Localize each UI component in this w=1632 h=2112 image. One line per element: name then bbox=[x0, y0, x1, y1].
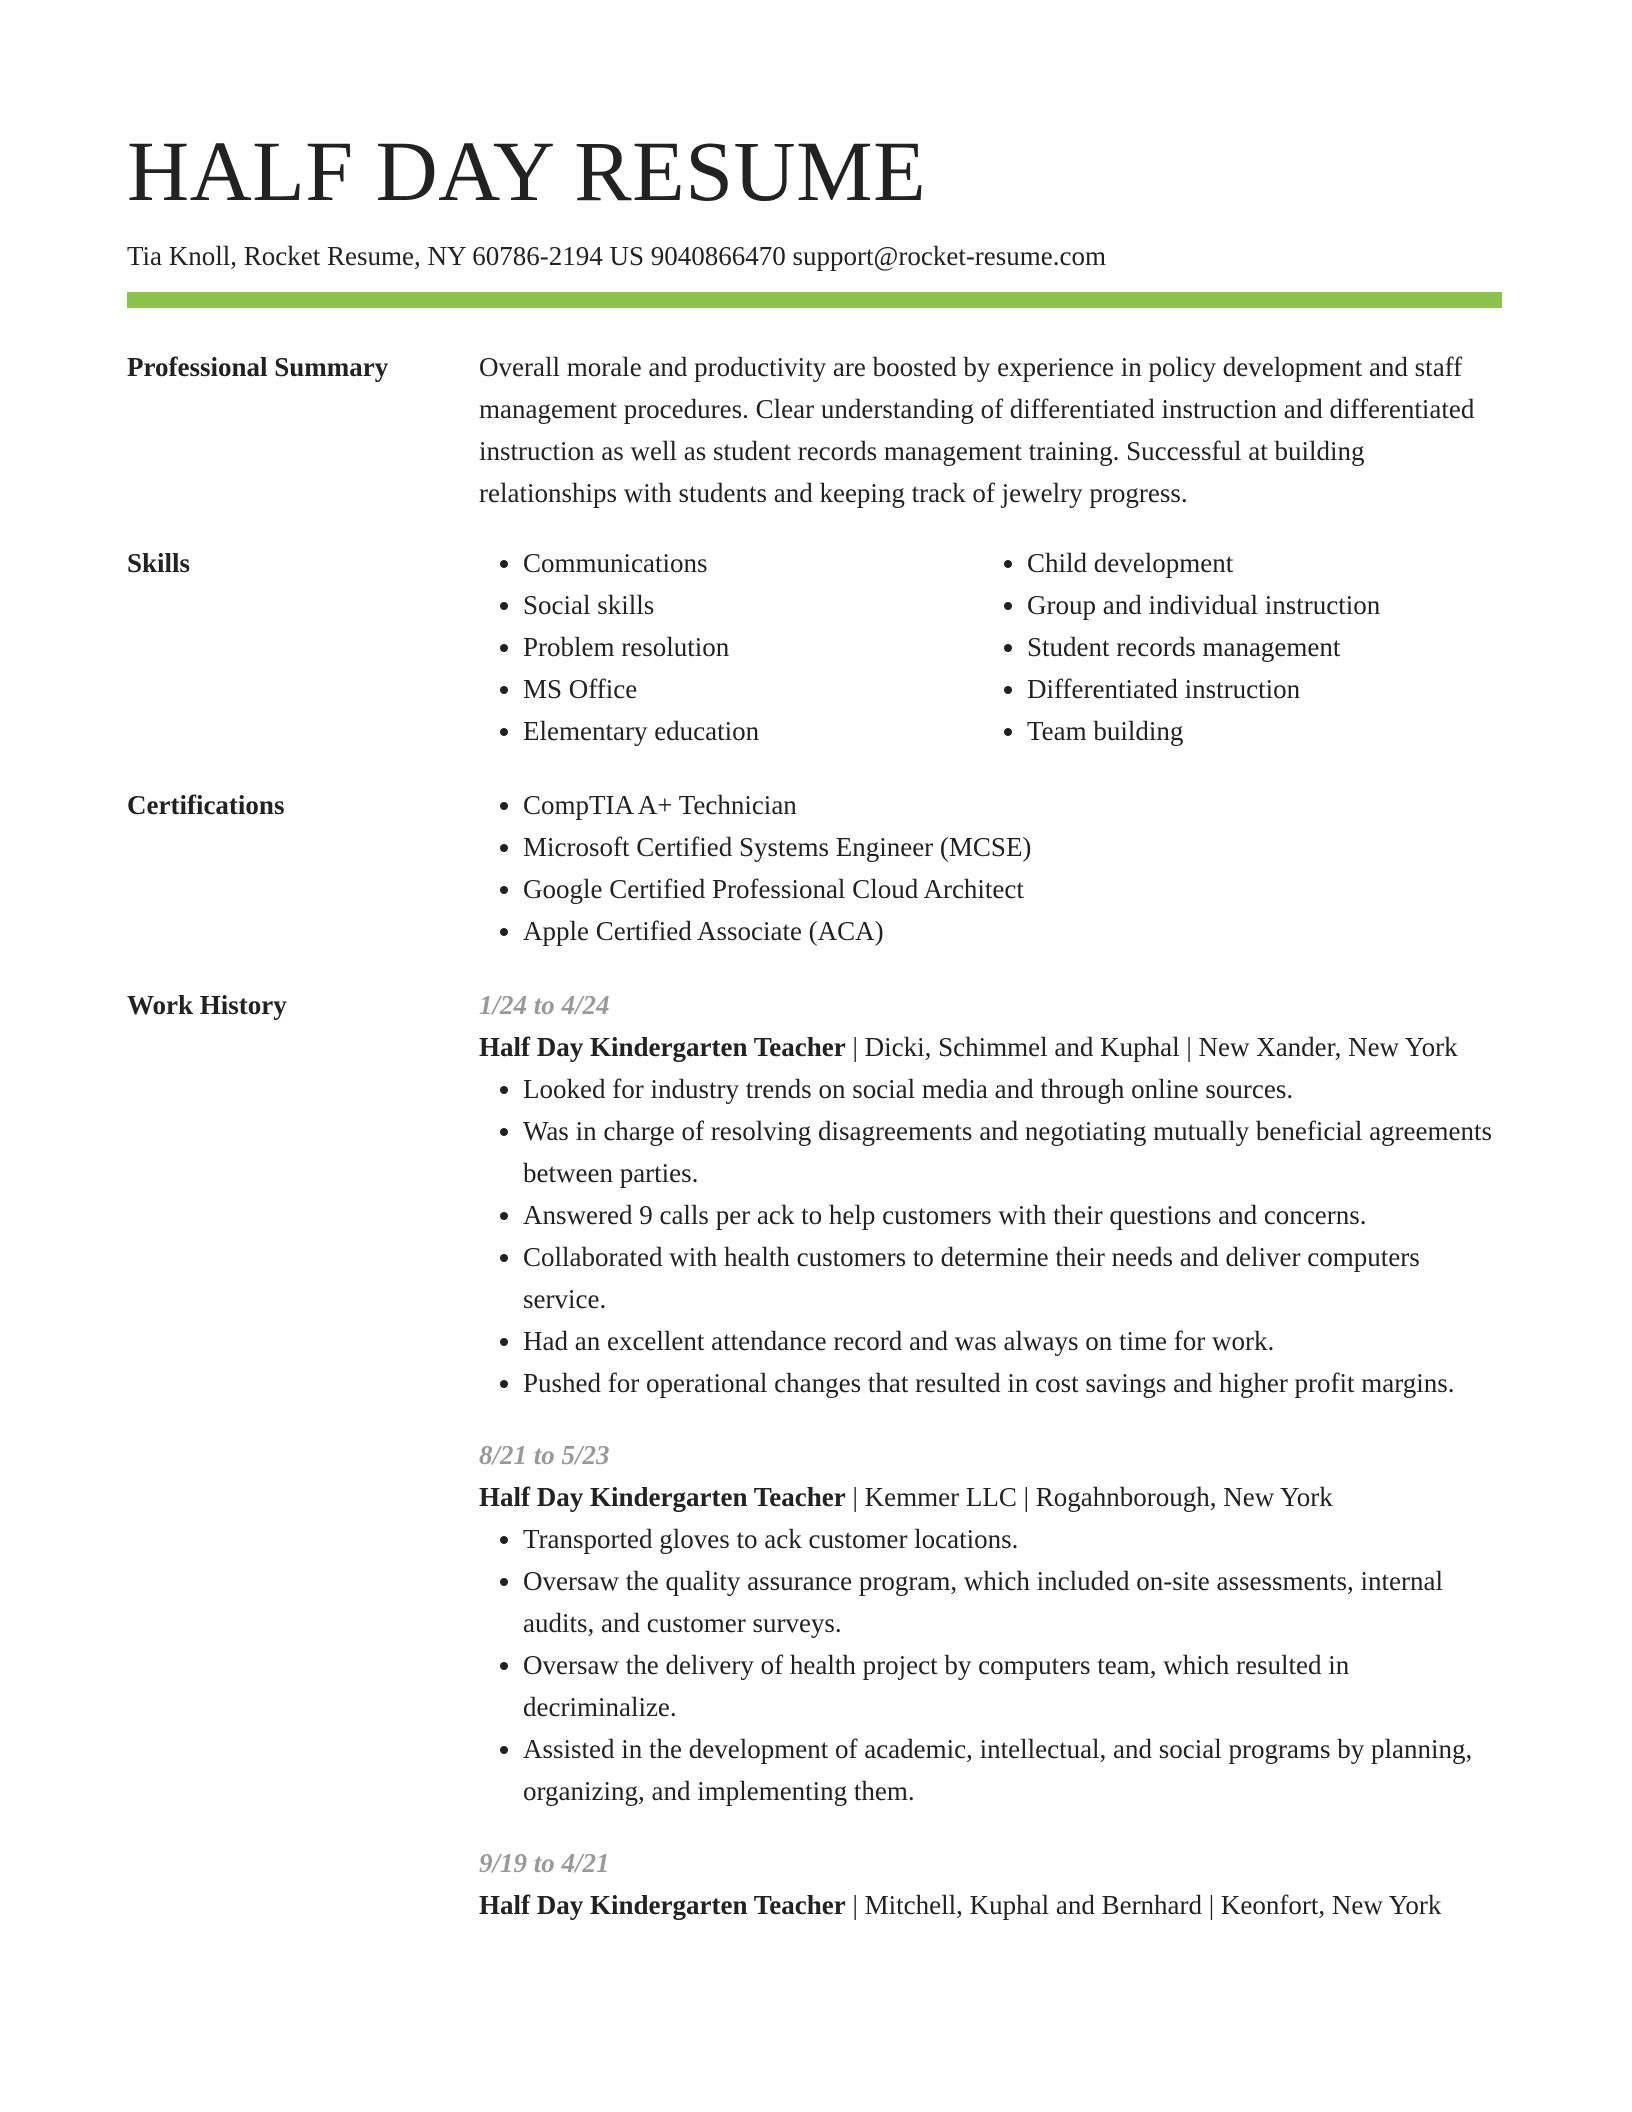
skill-item: • MS Office bbox=[523, 668, 983, 710]
job-bullet: • Collaborated with health customers to determine their needs and deliver computers service. bbox=[523, 1236, 1502, 1320]
resume-title: HALF DAY RESUME bbox=[127, 123, 927, 219]
job-bullet: • Oversaw the delivery of health project by computers team, which resulted in decriminalize. bbox=[523, 1644, 1502, 1728]
job-details: | Kemmer LLC | Rogahnborough, New York bbox=[845, 1482, 1333, 1512]
skill-item: • Problem resolution bbox=[523, 626, 983, 668]
certification-item: • Apple Certified Associate (ACA) bbox=[523, 910, 1502, 952]
job-entry bbox=[479, 1434, 1502, 1812]
skills-list-left bbox=[479, 542, 983, 752]
job-title: Half Day Kindergarten Teacher bbox=[479, 1032, 846, 1062]
skills-label: Skills bbox=[127, 548, 191, 578]
work-history-section bbox=[127, 984, 1502, 1926]
job-heading bbox=[479, 1884, 1502, 1926]
accent-divider bbox=[127, 292, 1502, 308]
summary-text: Overall morale and productivity are boosted by experience in policy development and staff management procedures. Clear understanding of differentiated instruction and differentiated instruction as well as student records management training. Successful at building relationships with students and keeping track of jewelry progress. bbox=[479, 352, 1475, 508]
summary-label: Professional Summary bbox=[127, 352, 389, 382]
job-title: Half Day Kindergarten Teacher bbox=[479, 1482, 846, 1512]
job-bullets bbox=[479, 1518, 1502, 1812]
job-title: Half Day Kindergarten Teacher bbox=[479, 1890, 846, 1920]
skill-item: • Child development bbox=[1027, 542, 1487, 584]
certifications-list bbox=[479, 784, 1502, 952]
job-bullet: • Was in charge of resolving disagreements and negotiating mutually beneficial agreements between parties. bbox=[523, 1110, 1502, 1194]
job-dates: 8/21 to 5/23 bbox=[479, 1440, 610, 1470]
skill-item: • Social skills bbox=[523, 584, 983, 626]
resume-page bbox=[127, 118, 1502, 1926]
job-bullet: • Transported gloves to ack customer locations. bbox=[523, 1518, 1502, 1560]
skills-list-right bbox=[983, 542, 1487, 752]
skill-item: • Differentiated instruction bbox=[1027, 668, 1487, 710]
job-dates: 9/19 to 4/21 bbox=[479, 1848, 610, 1878]
job-entry bbox=[479, 1842, 1502, 1926]
job-heading bbox=[479, 1476, 1502, 1518]
contact-line: Tia Knoll, Rocket Resume, NY 60786-2194 US 9040866470 support@rocket-resume.com bbox=[127, 241, 1107, 271]
certification-item: • Microsoft Certified Systems Engineer (MCSE) bbox=[523, 826, 1502, 868]
job-bullet: • Had an excellent attendance record and was always on time for work. bbox=[523, 1320, 1502, 1362]
job-details: | Mitchell, Kuphal and Bernhard | Keonfort, New York bbox=[845, 1890, 1442, 1920]
job-bullet: • Oversaw the quality assurance program, which included on-site assessments, internal audits, and customer surveys. bbox=[523, 1560, 1502, 1644]
job-bullet: • Answered 9 calls per ack to help customers with their questions and concerns. bbox=[523, 1194, 1502, 1236]
job-dates: 1/24 to 4/24 bbox=[479, 990, 610, 1020]
certifications-label: Certifications bbox=[127, 790, 285, 820]
summary-section bbox=[127, 346, 1502, 514]
skill-item: • Student records management bbox=[1027, 626, 1487, 668]
skill-item: • Team building bbox=[1027, 710, 1487, 752]
job-heading bbox=[479, 1026, 1502, 1068]
work-history-label: Work History bbox=[127, 990, 287, 1020]
certifications-section bbox=[127, 784, 1502, 952]
job-entry bbox=[479, 984, 1502, 1404]
certification-item: • CompTIA A+ Technician bbox=[523, 784, 1502, 826]
skill-item: • Communications bbox=[523, 542, 983, 584]
job-bullets bbox=[479, 1068, 1502, 1404]
skill-item: • Group and individual instruction bbox=[1027, 584, 1487, 626]
job-bullet: • Assisted in the development of academic, intellectual, and social programs by planning, organizing, and implementing them. bbox=[523, 1728, 1502, 1812]
skills-section bbox=[127, 542, 1502, 752]
job-bullet: • Pushed for operational changes that resulted in cost savings and higher profit margins. bbox=[523, 1362, 1502, 1404]
skill-item: • Elementary education bbox=[523, 710, 983, 752]
certification-item: • Google Certified Professional Cloud Architect bbox=[523, 868, 1502, 910]
job-bullet: • Looked for industry trends on social media and through online sources. bbox=[523, 1068, 1502, 1110]
job-details: | Dicki, Schimmel and Kuphal | New Xander, New York bbox=[845, 1032, 1458, 1062]
